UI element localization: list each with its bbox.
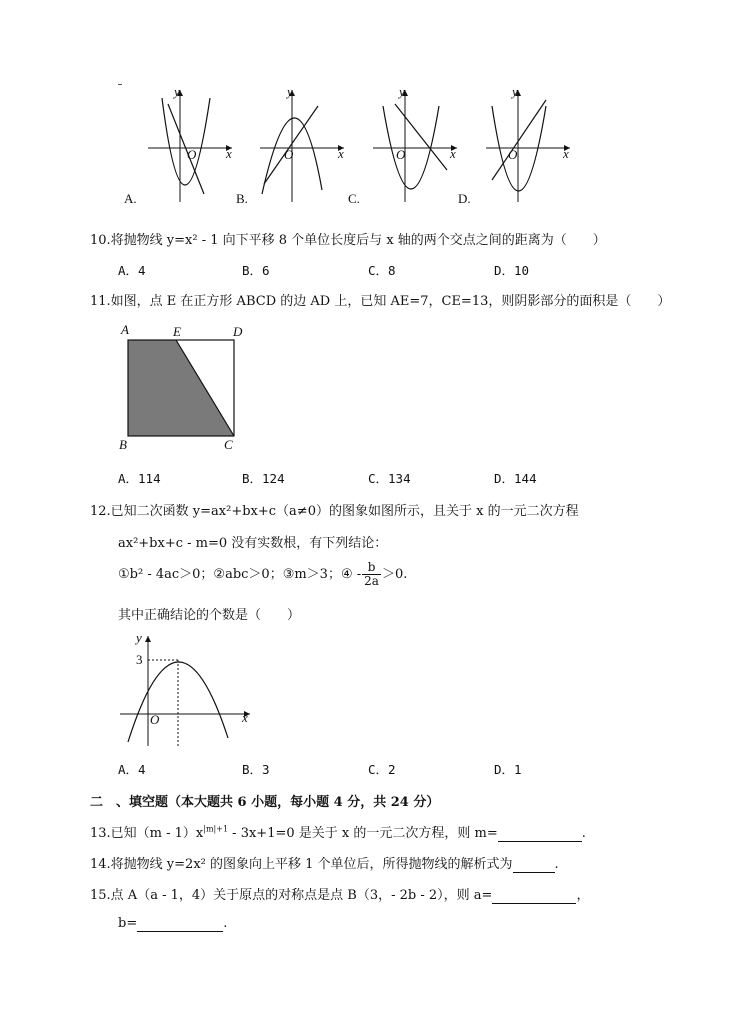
graph-c-y-label: y	[399, 84, 405, 99]
q12-conclusions	[118, 561, 407, 588]
q13-answer-blank[interactable]	[498, 826, 582, 842]
q11-option-b: B．124	[242, 471, 285, 486]
q13-prefix: 13.已知（m - 1）x	[90, 826, 204, 841]
graph-a-origin-label: O	[187, 147, 197, 162]
q11-option-c: C．134	[368, 471, 411, 486]
graph-b-label: B.	[236, 191, 248, 206]
graph-c-x-label: x	[450, 146, 456, 161]
q12-conclusions-part2: ＞0.	[381, 567, 408, 582]
q15	[90, 884, 589, 904]
q15-b-end: .	[223, 916, 228, 931]
q11-label-b: B	[119, 437, 127, 452]
q11-label-e: E	[173, 324, 181, 339]
graph-a-y-label: y	[174, 84, 180, 99]
q14	[90, 853, 559, 873]
q11-label-a: A	[121, 322, 129, 337]
q15-end: ，	[576, 888, 590, 903]
graph-c-origin-label: O	[396, 147, 406, 162]
q12-y-label: y	[136, 630, 142, 645]
q12-option-d: D．1	[494, 762, 522, 777]
q12-origin-label: O	[150, 712, 160, 727]
q13-suffix: - 3x+1=0 是关于 x 的一元二次方程，则 m=	[228, 826, 498, 841]
q12-option-b: B．3	[242, 762, 270, 777]
q10-option-c: C．8	[368, 263, 396, 278]
stray-mark	[118, 84, 122, 85]
q12-parabola-graph	[114, 630, 254, 748]
q13-exponent: |m|+1	[203, 824, 229, 834]
q14-text: 14.将抛物线 y=2x² 的图象向上平移 1 个单位后，所得抛物线的解析式为	[90, 857, 513, 872]
graph-b-origin-label: O	[284, 147, 294, 162]
graph-d-label: D.	[458, 191, 471, 206]
q10-stem: 10.将抛物线 y=x² - 1 向下平移 8 个单位长度后与 x 轴的两个交点之间的距离为（ ）	[90, 233, 606, 248]
graph-a-label: A.	[124, 191, 137, 206]
q11-label-c: C	[224, 437, 233, 452]
q14-answer-blank[interactable]	[513, 857, 555, 873]
q12-fraction-denominator: 2a	[364, 574, 379, 588]
graph-d	[478, 84, 578, 204]
q14-end: .	[554, 857, 559, 872]
q12-x-label: x	[242, 710, 248, 725]
graph-a-x-label: x	[226, 146, 232, 161]
graph-b-x-label: x	[338, 146, 344, 161]
q11-option-d: D．144	[494, 471, 537, 486]
q11-label-d: D	[233, 324, 243, 339]
graph-c-label: C.	[348, 191, 360, 206]
graph-d-y-label: y	[512, 84, 518, 99]
q12-vertex-label: 3	[136, 652, 143, 667]
q10-option-b: B．6	[242, 263, 270, 278]
q10-option-a: A．4	[118, 263, 146, 278]
graph-b-y-label: y	[287, 84, 293, 99]
q15-text: 15.点 A（a - 1，4）关于原点的对称点是点 B（3，- 2b - 2），则 a=	[90, 888, 493, 903]
graph-c	[365, 84, 465, 204]
q15-b-blank[interactable]	[137, 916, 223, 932]
q12-option-c: C．2	[368, 762, 396, 777]
q11-option-a: A．114	[118, 471, 161, 486]
q15-a-blank[interactable]	[492, 888, 576, 904]
graph-d-x-label: x	[563, 146, 569, 161]
q13-end: .	[581, 826, 586, 841]
q9-graphs	[0, 0, 737, 215]
section-2-title: 二 、填空题（本大题共 6 小题，每小题 4 分，共 24 分）	[90, 795, 440, 810]
q10-option-d: D．10	[494, 263, 530, 278]
q15-b-line	[118, 916, 227, 932]
graph-a	[140, 84, 240, 204]
q15-b-label: b=	[118, 916, 138, 931]
graph-d-origin-label: O	[508, 147, 518, 162]
q12-conclusions-part1: ①b² - 4ac＞0；②abc＞0；③m＞3；④ -	[118, 567, 362, 582]
q12-question: 其中正确结论的个数是（ ）	[118, 608, 301, 623]
q12-option-a: A．4	[118, 762, 146, 777]
q12-fraction-numerator: b	[362, 561, 381, 575]
graph-b	[252, 84, 352, 204]
q12-line2: ax²+bx+c - m=0 没有实数根，有下列结论：	[118, 536, 388, 551]
q11-stem: 11.如图，点 E 在正方形 ABCD 的边 AD 上，已知 AE=7，CE=13，则阴影部分的面积是（ ）	[90, 294, 671, 309]
q12-fraction	[362, 561, 381, 588]
q12-stem: 12.已知二次函数 y=ax²+bx+c（a≠0）的图象如图所示，且关于 x 的一元二次方程	[90, 504, 579, 519]
q13	[90, 822, 586, 842]
